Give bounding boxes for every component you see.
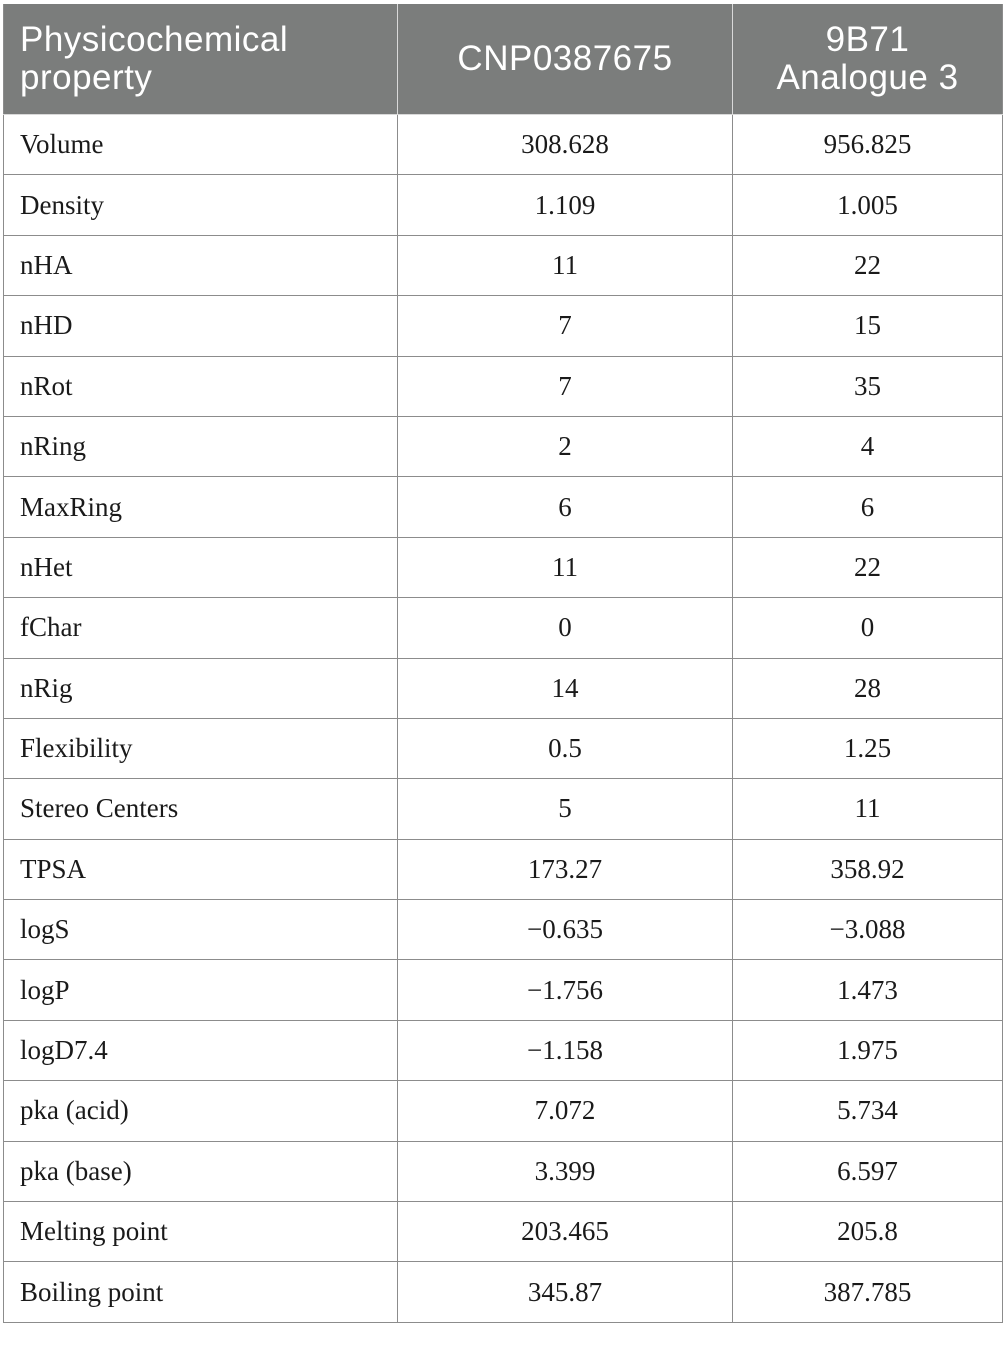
property-name-cell: pka (base) xyxy=(4,1141,398,1201)
table-row xyxy=(4,477,1003,537)
property-name-cell: pka (acid) xyxy=(4,1081,398,1141)
analogue-3-value-cell: 1.473 xyxy=(733,960,1003,1020)
table-row xyxy=(4,115,1003,175)
property-name-cell: MaxRing xyxy=(4,477,398,537)
property-name-cell: nRig xyxy=(4,658,398,718)
cnp0387675-value-cell: 7.072 xyxy=(398,1081,733,1141)
table-row xyxy=(4,1141,1003,1201)
header-9b71-analogue-3: 9B71 Analogue 3 xyxy=(733,4,1003,115)
property-name-cell: fChar xyxy=(4,598,398,658)
table-row xyxy=(4,839,1003,899)
cnp0387675-value-cell: 5 xyxy=(398,779,733,839)
property-name-cell: nRing xyxy=(4,416,398,476)
cnp0387675-value-cell: 11 xyxy=(398,235,733,295)
table-row xyxy=(4,537,1003,597)
analogue-3-value-cell: 28 xyxy=(733,658,1003,718)
analogue-3-value-cell: 35 xyxy=(733,356,1003,416)
analogue-3-value-cell: −3.088 xyxy=(733,900,1003,960)
cnp0387675-value-cell: 3.399 xyxy=(398,1141,733,1201)
property-name-cell: nRot xyxy=(4,356,398,416)
analogue-3-value-cell: 6 xyxy=(733,477,1003,537)
analogue-3-value-cell: 22 xyxy=(733,235,1003,295)
header-row xyxy=(4,4,1003,115)
analogue-3-value-cell: 205.8 xyxy=(733,1202,1003,1262)
property-name-cell: nHD xyxy=(4,296,398,356)
table-row xyxy=(4,779,1003,839)
cnp0387675-value-cell: 7 xyxy=(398,296,733,356)
cnp0387675-value-cell: 7 xyxy=(398,356,733,416)
property-name-cell: Stereo Centers xyxy=(4,779,398,839)
table-body xyxy=(4,115,1003,1323)
cnp0387675-value-cell: 14 xyxy=(398,658,733,718)
analogue-3-value-cell: 387.785 xyxy=(733,1262,1003,1322)
table-row xyxy=(4,1081,1003,1141)
property-name-cell: TPSA xyxy=(4,839,398,899)
cnp0387675-value-cell: 203.465 xyxy=(398,1202,733,1262)
cnp0387675-value-cell: 1.109 xyxy=(398,175,733,235)
table-row xyxy=(4,296,1003,356)
cnp0387675-value-cell: 2 xyxy=(398,416,733,476)
analogue-3-value-cell: 5.734 xyxy=(733,1081,1003,1141)
analogue-3-value-cell: 11 xyxy=(733,779,1003,839)
cnp0387675-value-cell: −0.635 xyxy=(398,900,733,960)
table-header xyxy=(4,4,1003,115)
property-name-cell: Flexibility xyxy=(4,718,398,778)
cnp0387675-value-cell: −1.158 xyxy=(398,1020,733,1080)
analogue-3-value-cell: 358.92 xyxy=(733,839,1003,899)
property-name-cell: Volume xyxy=(4,115,398,175)
property-name-cell: Boiling point xyxy=(4,1262,398,1322)
table-row xyxy=(4,235,1003,295)
table-row xyxy=(4,960,1003,1020)
table-row xyxy=(4,598,1003,658)
cnp0387675-value-cell: 0.5 xyxy=(398,718,733,778)
analogue-3-value-cell: 1.005 xyxy=(733,175,1003,235)
analogue-3-value-cell: 956.825 xyxy=(733,115,1003,175)
analogue-3-value-cell: 0 xyxy=(733,598,1003,658)
property-name-cell: nHA xyxy=(4,235,398,295)
table-row xyxy=(4,1262,1003,1322)
cnp0387675-value-cell: 308.628 xyxy=(398,115,733,175)
property-name-cell: Density xyxy=(4,175,398,235)
table-row xyxy=(4,356,1003,416)
cnp0387675-value-cell: 173.27 xyxy=(398,839,733,899)
property-name-cell: nHet xyxy=(4,537,398,597)
analogue-3-value-cell: 1.975 xyxy=(733,1020,1003,1080)
cnp0387675-value-cell: 0 xyxy=(398,598,733,658)
analogue-3-value-cell: 15 xyxy=(733,296,1003,356)
cnp0387675-value-cell: 6 xyxy=(398,477,733,537)
analogue-3-value-cell: 6.597 xyxy=(733,1141,1003,1201)
property-name-cell: Melting point xyxy=(4,1202,398,1262)
analogue-3-value-cell: 1.25 xyxy=(733,718,1003,778)
table-row xyxy=(4,900,1003,960)
cnp0387675-value-cell: −1.756 xyxy=(398,960,733,1020)
table-row xyxy=(4,718,1003,778)
cnp0387675-value-cell: 11 xyxy=(398,537,733,597)
cnp0387675-value-cell: 345.87 xyxy=(398,1262,733,1322)
table-row xyxy=(4,1202,1003,1262)
table-row xyxy=(4,175,1003,235)
property-name-cell: logP xyxy=(4,960,398,1020)
property-name-cell: logS xyxy=(4,900,398,960)
analogue-3-value-cell: 22 xyxy=(733,537,1003,597)
table-row xyxy=(4,658,1003,718)
properties-table-container xyxy=(3,4,1002,1323)
table-row xyxy=(4,1020,1003,1080)
header-property: Physicochemical property xyxy=(4,4,398,115)
analogue-3-value-cell: 4 xyxy=(733,416,1003,476)
header-cnp0387675: CNP0387675 xyxy=(398,4,733,115)
physicochemical-properties-table xyxy=(3,4,1003,1323)
property-name-cell: logD7.4 xyxy=(4,1020,398,1080)
table-row xyxy=(4,416,1003,476)
